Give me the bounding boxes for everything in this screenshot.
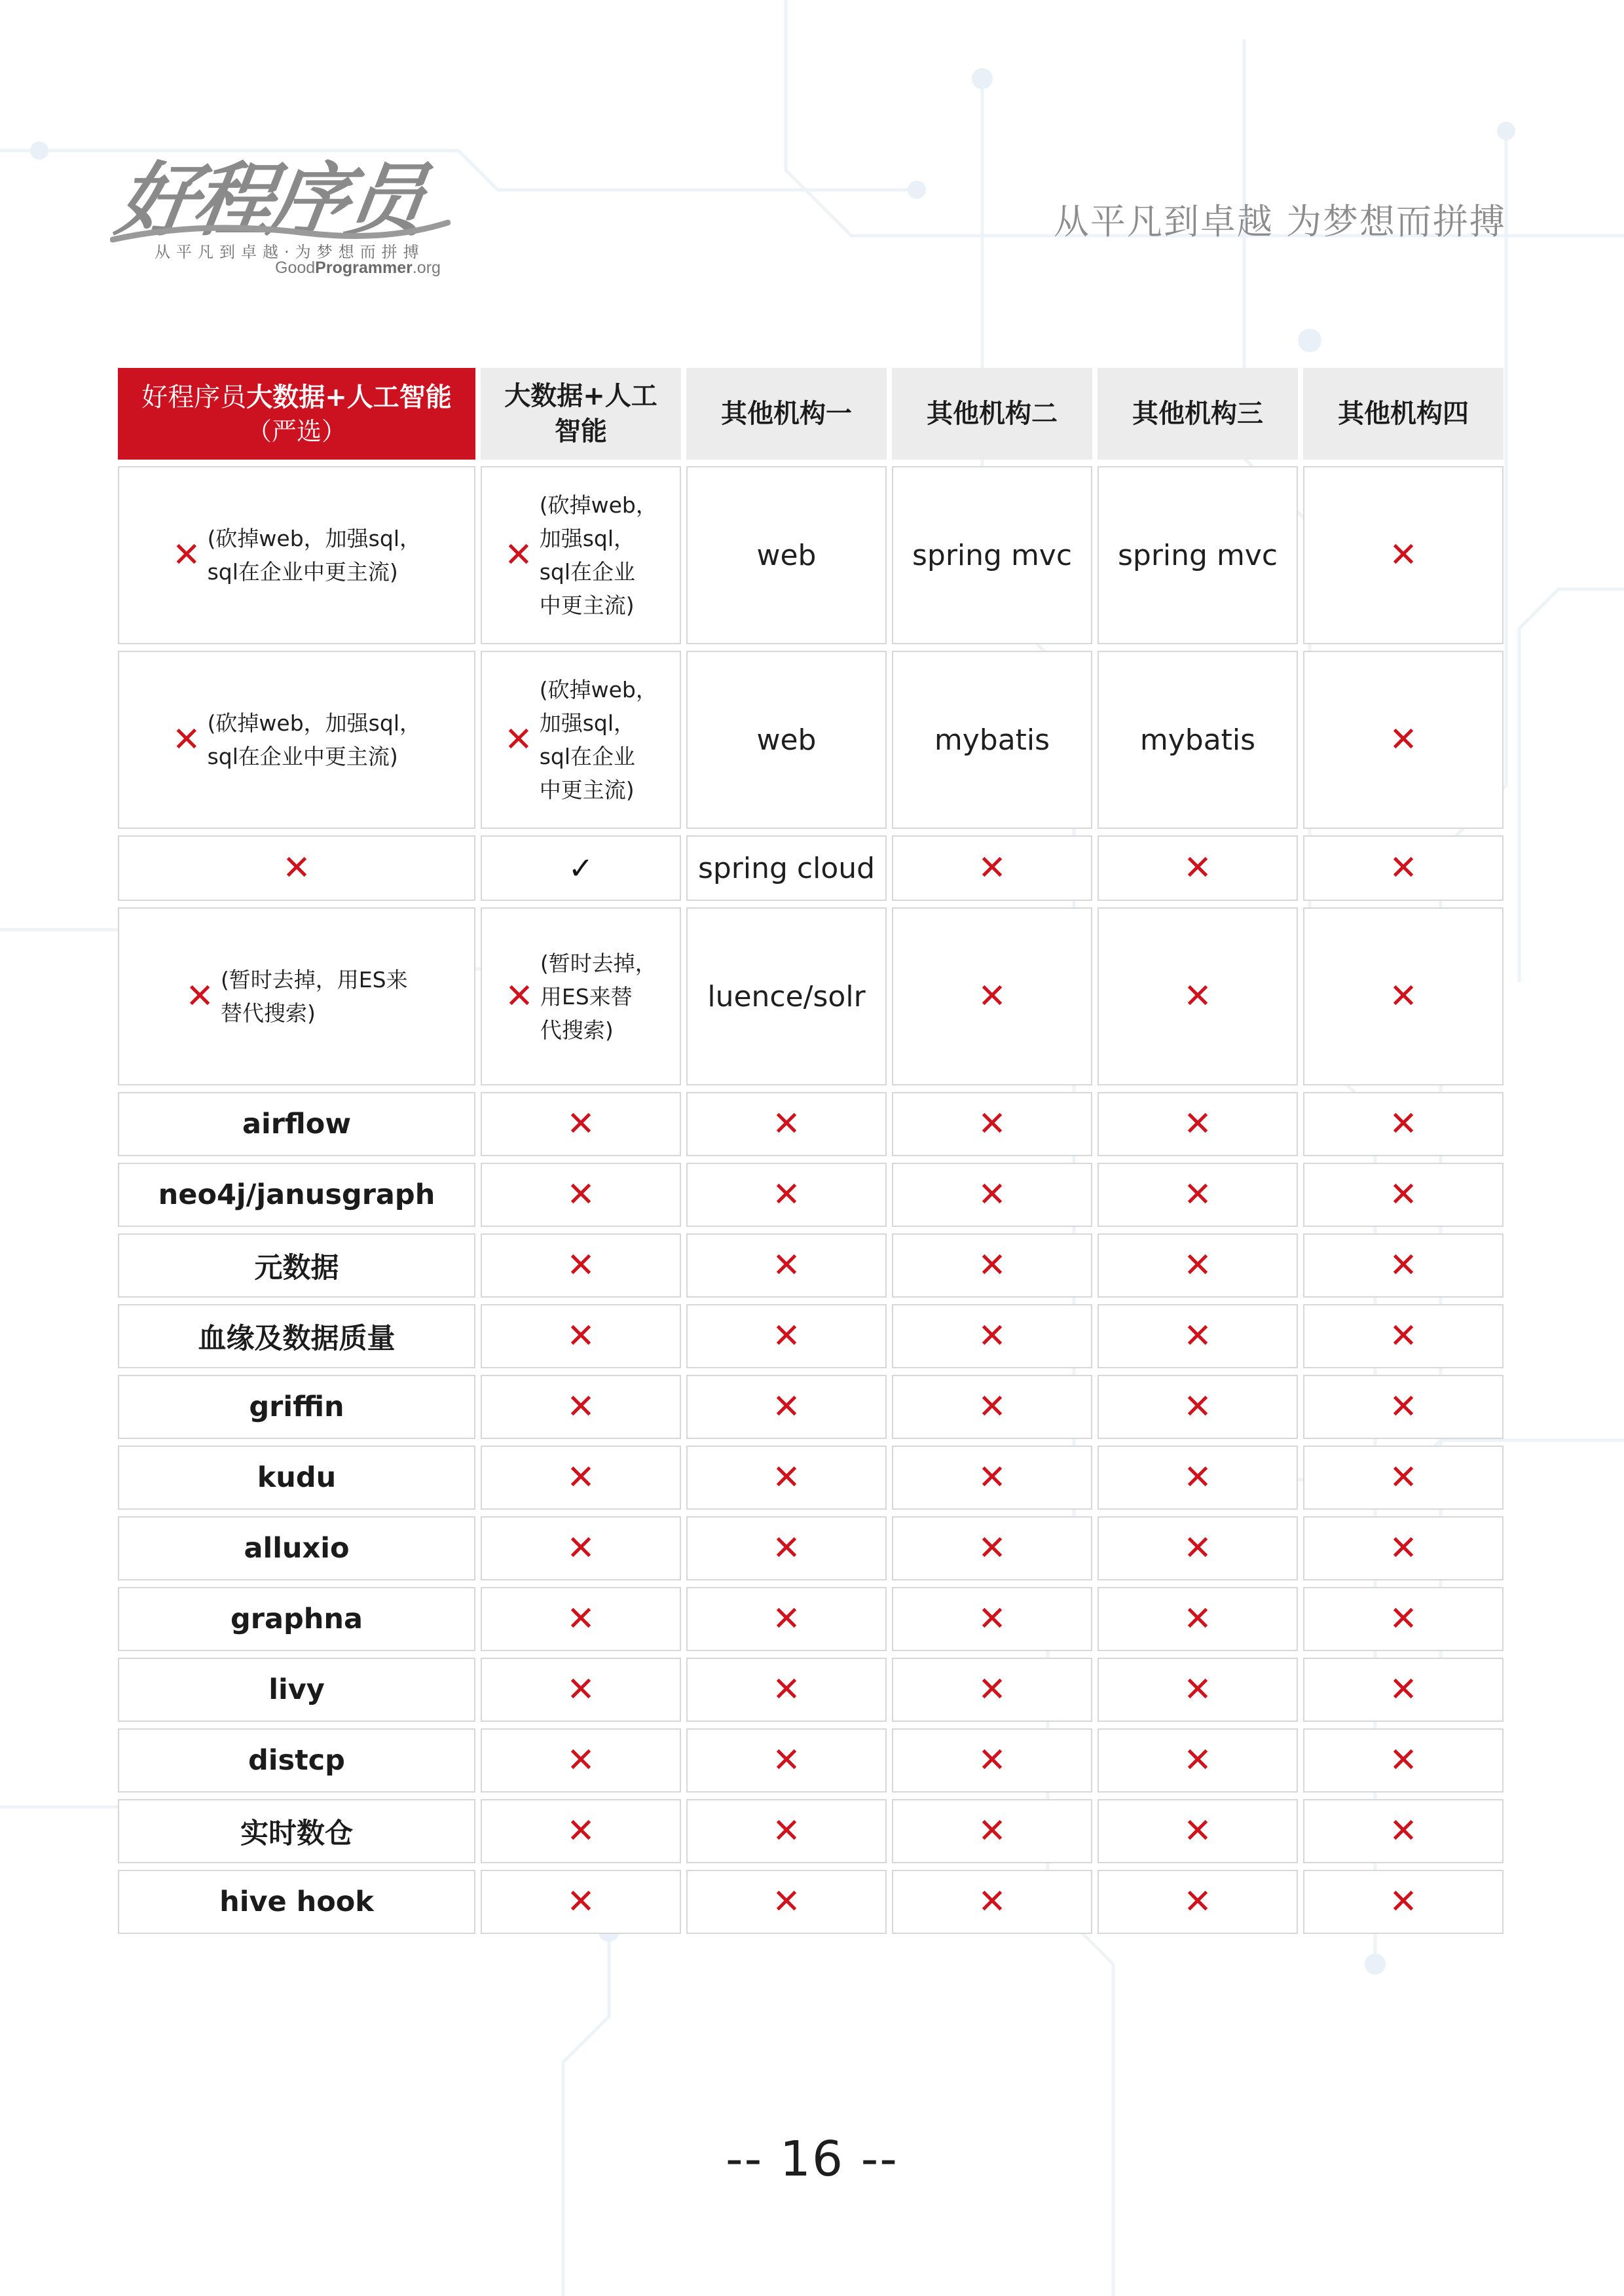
cell-note: (砍掉web，加强sql， sql在企业中更主流)	[207, 710, 421, 769]
cross-icon: ✕	[566, 1599, 595, 1639]
cross-icon: ✕	[566, 1387, 595, 1427]
cross-icon: ✕	[978, 1317, 1006, 1356]
table-cell	[892, 1799, 1092, 1863]
cross-icon: ✕	[505, 977, 534, 1016]
table-cell	[892, 466, 1092, 644]
cross-icon: ✕	[1389, 1882, 1418, 1922]
cell-note: (暂时去掉，用ES来 替代搜索)	[220, 967, 408, 1026]
cross-icon: ✕	[172, 536, 201, 575]
cross-icon: ✕	[566, 1741, 595, 1780]
table-cell	[1098, 1587, 1298, 1651]
table-cell	[1303, 1658, 1504, 1722]
cross-icon: ✕	[772, 1246, 801, 1285]
header-cell-4	[1098, 368, 1298, 460]
table-cell	[686, 1516, 887, 1580]
table-cell	[892, 1870, 1092, 1934]
table-cell	[1303, 1233, 1504, 1298]
row-label: livy	[268, 1673, 325, 1706]
table-cell	[686, 466, 887, 644]
table-cell	[481, 1233, 681, 1298]
row-label: kudu	[257, 1461, 337, 1494]
cross-icon: ✕	[566, 1175, 595, 1214]
cross-icon: ✕	[772, 1458, 801, 1497]
table-cell	[481, 1446, 681, 1510]
cross-icon: ✕	[1183, 1529, 1212, 1568]
table-cell	[892, 1658, 1092, 1722]
cross-icon: ✕	[566, 1458, 595, 1497]
cross-icon: ✕	[1389, 1246, 1418, 1285]
logo-url-suffix: .org	[412, 259, 441, 277]
table-cell	[1303, 1870, 1504, 1934]
table-cell	[118, 1446, 475, 1510]
header-cell-featured	[118, 368, 475, 460]
cross-icon: ✕	[1183, 1104, 1212, 1144]
table-cell	[1098, 1728, 1298, 1793]
cross-icon: ✕	[1183, 977, 1212, 1016]
table-cell	[1098, 1799, 1298, 1863]
table-cell	[686, 907, 887, 1085]
table-cell	[481, 907, 681, 1085]
table-cell	[686, 1728, 887, 1793]
cross-icon: ✕	[772, 1175, 801, 1214]
table-cell	[118, 1375, 475, 1439]
cross-icon: ✕	[1389, 1458, 1418, 1497]
cross-icon: ✕	[978, 1104, 1006, 1144]
cross-icon: ✕	[1183, 1599, 1212, 1639]
cross-icon: ✕	[772, 1529, 801, 1568]
header-cell-2	[686, 368, 887, 460]
cross-icon: ✕	[978, 977, 1006, 1016]
logo-url-plain: Good	[275, 259, 316, 277]
table-cell	[118, 1092, 475, 1156]
cell-note: (砍掉web， 加强sql， sql在企业 中更主流)	[539, 492, 657, 618]
cross-icon: ✕	[566, 1529, 595, 1568]
cross-icon: ✕	[978, 1246, 1006, 1285]
header-cell-1	[481, 368, 681, 460]
header-label: 大数据+人工 智能	[504, 381, 657, 446]
header-featured-title	[141, 380, 452, 415]
table-cell	[481, 466, 681, 644]
table-cell	[1303, 651, 1504, 829]
table-cell	[1303, 1304, 1504, 1368]
cell-value: web	[756, 538, 817, 572]
table-cell	[686, 1658, 887, 1722]
table-cell	[481, 835, 681, 901]
table-cell	[1098, 1870, 1298, 1934]
table-cell	[1098, 1304, 1298, 1368]
cross-icon: ✕	[978, 1387, 1006, 1427]
cross-icon: ✕	[1183, 848, 1212, 888]
table-cell	[118, 907, 475, 1085]
cell-value: luence/solr	[707, 979, 866, 1013]
table-cell	[118, 1870, 475, 1934]
header-label: 其他机构三	[1132, 399, 1263, 429]
table-cell	[1098, 1233, 1298, 1298]
header-featured-bold: 大数据+人工智能	[246, 382, 452, 412]
cross-icon: ✕	[978, 1529, 1006, 1568]
header-cell-3	[892, 368, 1092, 460]
table-cell	[686, 1233, 887, 1298]
cross-icon: ✕	[1183, 1175, 1212, 1214]
cross-icon: ✕	[566, 1670, 595, 1709]
cross-icon: ✕	[978, 1741, 1006, 1780]
table-cell	[118, 1728, 475, 1793]
cross-icon: ✕	[978, 1812, 1006, 1851]
table-cell	[686, 1092, 887, 1156]
table-cell	[118, 1233, 475, 1298]
cross-icon: ✕	[978, 848, 1006, 888]
mark-with-note	[172, 522, 421, 589]
cross-icon: ✕	[1389, 1175, 1418, 1214]
cross-icon: ✕	[978, 1670, 1006, 1709]
cross-icon: ✕	[504, 536, 533, 575]
header-label: 其他机构一	[721, 399, 852, 429]
table-cell	[1303, 1446, 1504, 1510]
cross-icon: ✕	[772, 1387, 801, 1427]
table-cell	[118, 466, 475, 644]
table-cell	[892, 1233, 1092, 1298]
table-cell	[686, 1446, 887, 1510]
table-cell	[686, 1799, 887, 1863]
cross-icon: ✕	[978, 1882, 1006, 1922]
table-cell	[481, 1163, 681, 1227]
row-label: 血缘及数据质量	[198, 1322, 396, 1355]
table-cell	[1098, 1658, 1298, 1722]
comparison-table	[118, 368, 1505, 1934]
header-featured-prefix: 好程序员	[141, 382, 247, 412]
table-cell	[686, 1375, 887, 1439]
table-cell	[481, 1375, 681, 1439]
table-cell	[1098, 835, 1298, 901]
table-cell	[118, 1516, 475, 1580]
row-label: 元数据	[254, 1251, 339, 1285]
logo-url-bold: Programmer	[315, 259, 413, 277]
table-cell	[481, 1587, 681, 1651]
cross-icon: ✕	[1183, 1387, 1212, 1427]
page-number: -- 16 --	[725, 2131, 898, 2187]
row-label: alluxio	[244, 1532, 350, 1565]
table-cell	[1303, 1587, 1504, 1651]
table-cell	[1303, 1092, 1504, 1156]
cross-icon: ✕	[566, 1882, 595, 1922]
table-cell	[481, 1728, 681, 1793]
cross-icon: ✕	[772, 1599, 801, 1639]
table-cell	[481, 1304, 681, 1368]
check-icon: ✓	[568, 850, 594, 886]
header-label: 其他机构二	[927, 399, 1058, 429]
mark-with-note	[504, 488, 657, 622]
mark-with-note	[185, 963, 407, 1030]
cross-icon: ✕	[1183, 1882, 1212, 1922]
table-cell	[892, 1163, 1092, 1227]
table-cell	[1303, 1516, 1504, 1580]
cross-icon: ✕	[1389, 1104, 1418, 1144]
cell-value: spring mvc	[1117, 538, 1278, 572]
cell-note: (暂时去掉， 用ES来替 代搜索)	[540, 950, 657, 1043]
row-label: graphna	[230, 1603, 363, 1635]
header-slogan: 从平凡到卓越 为梦想而拼搏	[1053, 201, 1506, 242]
table-cell	[686, 835, 887, 901]
cross-icon: ✕	[1389, 977, 1418, 1016]
cell-note: (砍掉web， 加强sql， sql在企业 中更主流)	[539, 677, 657, 803]
table-cell	[481, 1516, 681, 1580]
table-cell	[118, 1799, 475, 1863]
cross-icon: ✕	[772, 1741, 801, 1780]
table-cell	[118, 1163, 475, 1227]
cross-icon: ✕	[1389, 536, 1418, 575]
cross-icon: ✕	[1183, 1458, 1212, 1497]
cell-value: spring cloud	[697, 851, 876, 885]
table-cell	[686, 1587, 887, 1651]
table-cell	[118, 1304, 475, 1368]
table-cell	[892, 651, 1092, 829]
cross-icon: ✕	[978, 1599, 1006, 1639]
table-cell	[118, 1658, 475, 1722]
cross-icon: ✕	[772, 1670, 801, 1709]
table-cell	[1303, 835, 1504, 901]
cell-value: spring mvc	[912, 538, 1073, 572]
cell-value: web	[756, 723, 817, 757]
table-cell	[686, 651, 887, 829]
cross-icon: ✕	[282, 848, 311, 888]
cross-icon: ✕	[772, 1104, 801, 1144]
table-cell	[481, 1870, 681, 1934]
table-cell	[686, 1163, 887, 1227]
table-cell	[481, 1658, 681, 1722]
mark-with-note	[505, 947, 656, 1047]
table-cell	[481, 1092, 681, 1156]
table-cell	[118, 1587, 475, 1651]
cross-icon: ✕	[1183, 1812, 1212, 1851]
cross-icon: ✕	[1183, 1741, 1212, 1780]
brand-logo	[111, 151, 458, 282]
cross-icon: ✕	[1389, 1387, 1418, 1427]
row-label: hive hook	[219, 1886, 374, 1918]
cross-icon: ✕	[772, 1812, 801, 1851]
table-cell	[1098, 466, 1298, 644]
table-cell	[118, 651, 475, 829]
cross-icon: ✕	[1389, 1317, 1418, 1356]
mark-with-note	[504, 673, 657, 807]
cross-icon: ✕	[172, 720, 201, 759]
table-cell	[1098, 1375, 1298, 1439]
table-cell	[1098, 651, 1298, 829]
table-cell	[1303, 1799, 1504, 1863]
cross-icon: ✕	[1389, 1529, 1418, 1568]
cross-icon: ✕	[978, 1458, 1006, 1497]
cross-icon: ✕	[185, 977, 214, 1016]
table-cell	[1098, 1092, 1298, 1156]
cross-icon: ✕	[566, 1104, 595, 1144]
table-cell	[1303, 466, 1504, 644]
cross-icon: ✕	[566, 1246, 595, 1285]
table-cell	[481, 651, 681, 829]
cross-icon: ✕	[1389, 848, 1418, 888]
cross-icon: ✕	[1183, 1246, 1212, 1285]
logo-url	[275, 259, 441, 278]
table-cell	[892, 1446, 1092, 1510]
cross-icon: ✕	[978, 1175, 1006, 1214]
table-cell	[1098, 907, 1298, 1085]
cross-icon: ✕	[1389, 1741, 1418, 1780]
row-label: neo4j/janusgraph	[158, 1178, 435, 1211]
cross-icon: ✕	[1389, 1812, 1418, 1851]
header-label: 其他机构四	[1338, 399, 1469, 429]
cross-icon: ✕	[566, 1812, 595, 1851]
table-cell	[892, 1728, 1092, 1793]
cross-icon: ✕	[1183, 1670, 1212, 1709]
row-label: airflow	[242, 1108, 352, 1140]
table-cell	[892, 1304, 1092, 1368]
header-cell-5	[1303, 368, 1504, 460]
cross-icon: ✕	[772, 1317, 801, 1356]
cross-icon: ✕	[566, 1317, 595, 1356]
table-cell	[1303, 1728, 1504, 1793]
table-cell	[892, 907, 1092, 1085]
table-cell	[686, 1870, 887, 1934]
row-label: 实时数仓	[240, 1817, 353, 1850]
logo-wordmark: 好程序员	[111, 153, 429, 247]
cross-icon: ✕	[772, 1882, 801, 1922]
table-cell	[1098, 1446, 1298, 1510]
table-cell	[118, 835, 475, 901]
table-cell	[686, 1304, 887, 1368]
table-cell	[1303, 1163, 1504, 1227]
cross-icon: ✕	[1183, 1317, 1212, 1356]
row-label: distcp	[248, 1744, 345, 1777]
table-cell	[892, 1516, 1092, 1580]
table-cell	[892, 1587, 1092, 1651]
cross-icon: ✕	[504, 720, 533, 759]
cross-icon: ✕	[1389, 720, 1418, 759]
row-label: griffin	[249, 1391, 344, 1423]
table-cell	[1098, 1163, 1298, 1227]
logo-tagline: 从平凡到卓越·为梦想而拼搏	[155, 243, 425, 261]
cell-note: (砍掉web，加强sql， sql在企业中更主流)	[207, 526, 421, 585]
table-cell	[1098, 1516, 1298, 1580]
cell-value: mybatis	[1139, 723, 1256, 757]
mark-with-note	[172, 706, 421, 773]
cross-icon: ✕	[1389, 1670, 1418, 1709]
table-cell	[892, 835, 1092, 901]
table-cell	[1303, 1375, 1504, 1439]
table-cell	[892, 1092, 1092, 1156]
header-featured-note: （严选）	[246, 417, 346, 446]
cross-icon: ✕	[1389, 1599, 1418, 1639]
table-cell	[1303, 907, 1504, 1085]
table-cell	[892, 1375, 1092, 1439]
table-cell	[481, 1799, 681, 1863]
cell-value: mybatis	[934, 723, 1050, 757]
